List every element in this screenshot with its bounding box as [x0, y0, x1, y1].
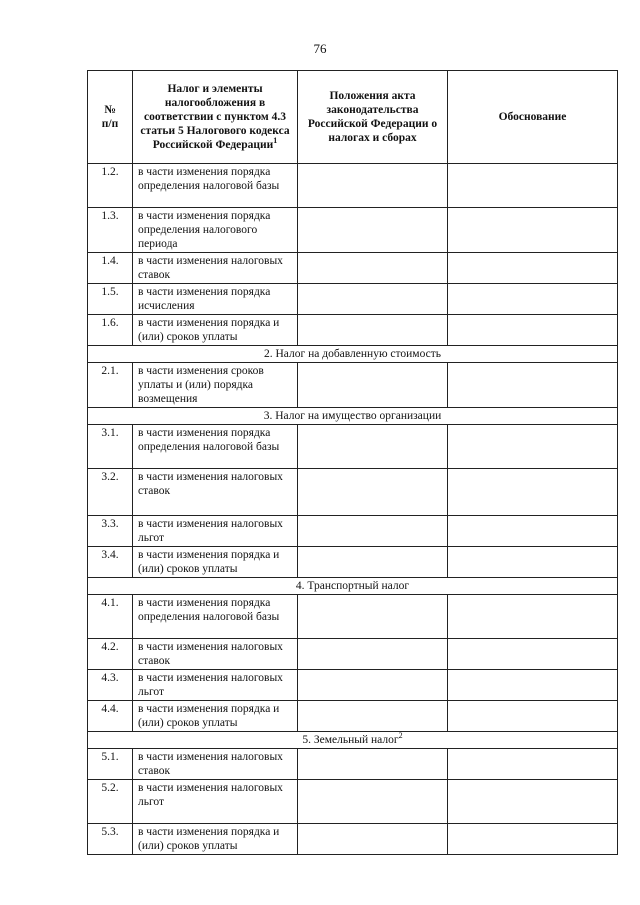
- row-description: в части изменения налоговых ставок: [133, 469, 298, 516]
- header-num: № п/п: [88, 71, 133, 164]
- basis-cell: [448, 469, 618, 516]
- basis-cell: [448, 701, 618, 732]
- row-number: 3.1.: [88, 425, 133, 469]
- basis-cell: [448, 516, 618, 547]
- table-row: [88, 164, 618, 208]
- basis-cell: [448, 595, 618, 639]
- page-number: 76: [313, 41, 327, 56]
- row-number: 3.3.: [88, 516, 133, 547]
- law-provision-cell: [298, 824, 448, 855]
- row-description: в части изменения порядка определения налоговой базы: [133, 595, 298, 639]
- basis-cell: [448, 670, 618, 701]
- law-provision-cell: [298, 780, 448, 824]
- table-row: [88, 701, 618, 732]
- row-description: в части изменения налоговых льгот: [133, 670, 298, 701]
- law-provision-cell: [298, 701, 448, 732]
- law-provision-cell: [298, 315, 448, 346]
- section-row: [88, 732, 618, 749]
- row-description: в части изменения налоговых ставок: [133, 749, 298, 780]
- law-provision-cell: [298, 284, 448, 315]
- row-number: 1.5.: [88, 284, 133, 315]
- section-row: [88, 578, 618, 595]
- row-number: 4.3.: [88, 670, 133, 701]
- basis-cell: [448, 639, 618, 670]
- row-description: в части изменения порядка и (или) сроков уплаты: [133, 824, 298, 855]
- row-description: в части изменения налоговых ставок: [133, 639, 298, 670]
- row-description: в части изменения порядка определения налоговой базы: [133, 425, 298, 469]
- section-title: 4. Транспортный налог: [88, 578, 618, 595]
- section-row: [88, 346, 618, 363]
- row-number: 1.3.: [88, 208, 133, 253]
- row-description: в части изменения порядка определения налогового периода: [133, 208, 298, 253]
- row-description: в части изменения сроков уплаты и (или) порядка возмещения: [133, 363, 298, 408]
- section-title: 5. Земельный налог$^2$: [88, 732, 618, 749]
- table-row: [88, 670, 618, 701]
- section-title: 2. Налог на добавленную стоимость: [88, 346, 618, 363]
- row-number: 3.4.: [88, 547, 133, 578]
- law-provision-cell: [298, 253, 448, 284]
- row-number: 1.2.: [88, 164, 133, 208]
- basis-cell: [448, 164, 618, 208]
- table-row: [88, 208, 618, 253]
- row-number: 2.1.: [88, 363, 133, 408]
- law-provision-cell: [298, 363, 448, 408]
- basis-cell: [448, 824, 618, 855]
- header-basis: Обоснование: [448, 71, 618, 164]
- footnote-marker: 1: [273, 136, 278, 146]
- law-provision-cell: [298, 208, 448, 253]
- row-description: в части изменения налоговых льгот: [133, 780, 298, 824]
- header-law-provisions: Положения акта законодательства Российской Федерации о налогах и сборах: [298, 71, 448, 164]
- row-description: в части изменения порядка определения налоговой базы: [133, 164, 298, 208]
- row-description: в части изменения налоговых льгот: [133, 516, 298, 547]
- law-provision-cell: [298, 164, 448, 208]
- table-row: [88, 749, 618, 780]
- row-number: 4.1.: [88, 595, 133, 639]
- row-description: в части изменения порядка исчисления: [133, 284, 298, 315]
- table-row: [88, 780, 618, 824]
- row-number: 4.2.: [88, 639, 133, 670]
- law-provision-cell: [298, 516, 448, 547]
- footnote-marker: 2: [398, 731, 403, 741]
- basis-cell: [448, 780, 618, 824]
- table-row: [88, 284, 618, 315]
- row-number: 1.6.: [88, 315, 133, 346]
- law-provision-cell: [298, 670, 448, 701]
- table-row: [88, 315, 618, 346]
- basis-cell: [448, 253, 618, 284]
- basis-cell: [448, 363, 618, 408]
- law-provision-cell: [298, 595, 448, 639]
- tax-table: [87, 70, 618, 855]
- table-row: [88, 516, 618, 547]
- law-provision-cell: [298, 639, 448, 670]
- table-row: [88, 425, 618, 469]
- row-number: 5.3.: [88, 824, 133, 855]
- basis-cell: [448, 284, 618, 315]
- basis-cell: [448, 315, 618, 346]
- law-provision-cell: [298, 469, 448, 516]
- table-row: [88, 363, 618, 408]
- row-description: в части изменения налоговых ставок: [133, 253, 298, 284]
- table-row: [88, 547, 618, 578]
- basis-cell: [448, 547, 618, 578]
- law-provision-cell: [298, 749, 448, 780]
- row-number: 1.4.: [88, 253, 133, 284]
- basis-cell: [448, 208, 618, 253]
- row-description: в части изменения порядка и (или) сроков уплаты: [133, 547, 298, 578]
- section-title: 3. Налог на имущество организации: [88, 408, 618, 425]
- row-number: 5.1.: [88, 749, 133, 780]
- row-description: в части изменения порядка и (или) сроков уплаты: [133, 315, 298, 346]
- basis-cell: [448, 425, 618, 469]
- table-row: [88, 824, 618, 855]
- table-row: [88, 595, 618, 639]
- row-description: в части изменения порядка и (или) сроков уплаты: [133, 701, 298, 732]
- table-row: [88, 639, 618, 670]
- law-provision-cell: [298, 425, 448, 469]
- basis-cell: [448, 749, 618, 780]
- section-row: [88, 408, 618, 425]
- table-row: [88, 469, 618, 516]
- table-row: [88, 253, 618, 284]
- row-number: 4.4.: [88, 701, 133, 732]
- header-tax-elements: Налог и элементы налогообложения в соответствии с пунктом 4.3 статьи 5 Налогового кодекса Российской Федерации$^1$: [133, 71, 298, 164]
- row-number: 5.2.: [88, 780, 133, 824]
- law-provision-cell: [298, 547, 448, 578]
- row-number: 3.2.: [88, 469, 133, 516]
